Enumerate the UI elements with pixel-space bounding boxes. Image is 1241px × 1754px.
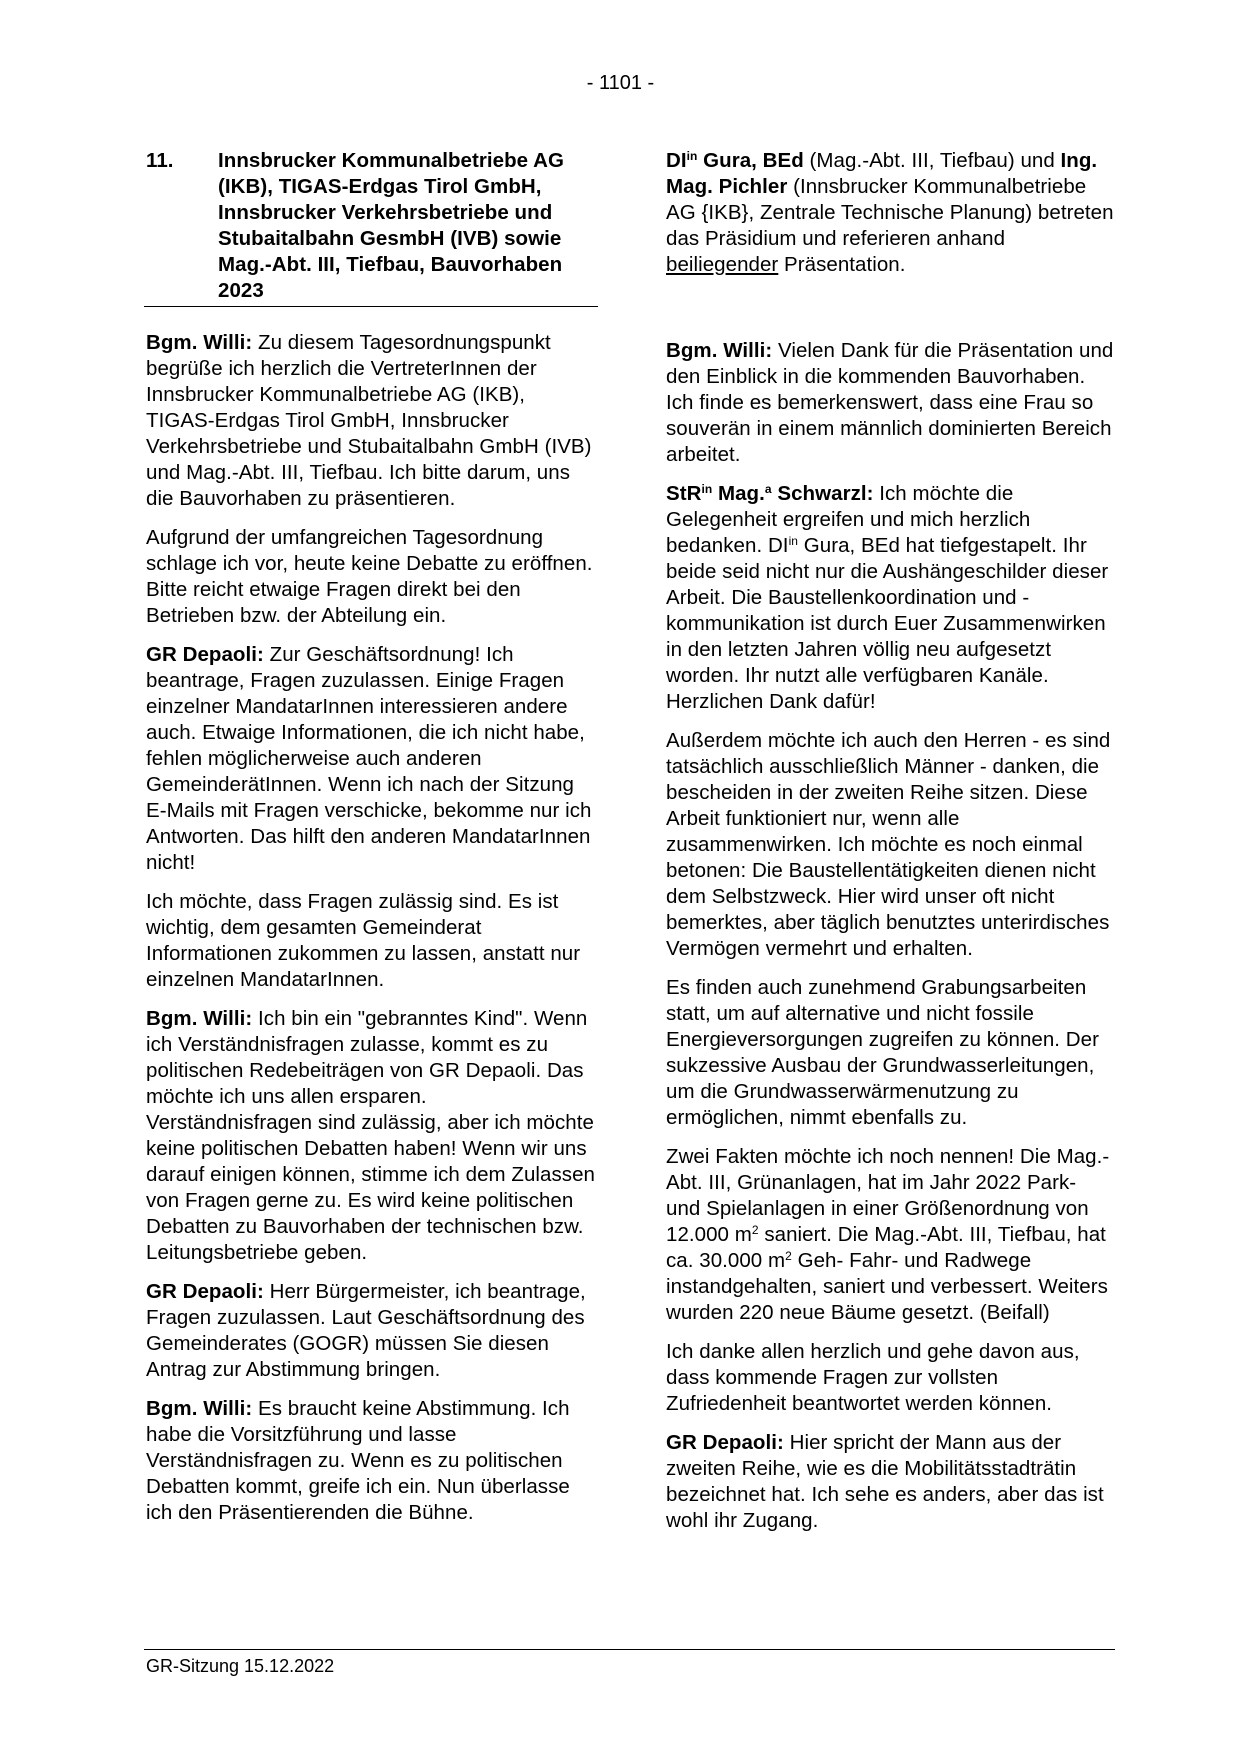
presentation-link[interactable]: beiliegender xyxy=(666,253,779,276)
right-column xyxy=(666,148,1116,1547)
agenda-item-title: Innsbrucker Kommunalbetriebe AG (IKB), TIGAS-Erdgas Tirol GmbH, Innsbrucker Verkehrsbetriebe und Stubaitalbahn GesmbH (IVB) sowie Mag.-Abt. III, Tiefbau, Bauvorhaben 2023 xyxy=(218,149,564,302)
speaker-name: Bgm. Willi: xyxy=(146,331,253,354)
speech-paragraph: Ich möchte, dass Fragen zulässig sind. Es ist wichtig, dem gesamten Gemeinderat Informationen zukommen zu lassen, anstatt nur einzelnen MandatarInnen. xyxy=(146,890,581,991)
speaker-name: Bgm. Willi: xyxy=(146,1397,253,1420)
intro-paragraph: $DI^{in}$ Gura, BEd (Mag.-Abt. III, Tiefbau) und Ing. Mag. Pichler (Innsbrucker Kommunalbetriebe AG {IKB}, Zentrale Technische Planung) betreten das Präsidium und referieren anhand beiliegender Präsentation. xyxy=(666,149,1114,276)
page-number: - 1101 - xyxy=(586,72,655,94)
heading-divider xyxy=(144,306,598,307)
speaker-name: GR Depaoli: xyxy=(146,1280,264,1303)
speech-paragraph: Bgm. Willi: Ich bin ein "gebranntes Kind". Wenn ich Verständnisfragen zulasse, kommt es zu politischen Redebeiträgen von GR Depaoli. Das möchte ich uns allen ersparen. Verständnisfragen sind zulässig, aber ich möchte keine politischen Debatten haben! Wenn wir uns darauf einigen können, stimme ich dem Zulassen von Fragen gerne zu. Es wird keine politischen Debatten zu Bauvorhaben der technischen bzw. Leitungsbetriebe geben. xyxy=(146,1007,595,1264)
footer-divider xyxy=(144,1649,1115,1650)
speaker-name: StR$^{in}$ Mag.$^a$ Schwarzl: xyxy=(666,482,874,505)
footer-session-date: GR-Sitzung 15.12.2022 xyxy=(146,1656,335,1676)
speech-paragraph: GR Depaoli: Herr Bürgermeister, ich beantrage, Fragen zuzulassen. Laut Geschäftsordnung des Gemeinderates (GOGR) müssen Sie diesen Antrag zur Abstimmung bringen. xyxy=(146,1280,586,1381)
speech-paragraph: GR Depaoli: Zur Geschäftsordnung! Ich beantrage, Fragen zuzulassen. Einige Fragen einzelner MandatarInnen interessieren andere auch. Etwaige Informationen, die ich nicht habe, fehlen möglicherweise auch anderen GemeinderätInnen. Wenn ich nach der Sitzung E-Mails mit Fragen verschicke, bekomme nur ich Antworten. Das hilft den anderen MandatarInnen nicht! xyxy=(146,643,592,874)
speaker-name: GR Depaoli: xyxy=(146,643,264,666)
speaker-name: Bgm. Willi: xyxy=(146,1007,253,1030)
speech-paragraph: Ich danke allen herzlich und gehe davon aus, dass kommende Fragen zur vollsten Zufriedenheit beantwortet werden können. xyxy=(666,1340,1080,1415)
speech-paragraph: Aufgrund der umfangreichen Tagesordnung schlage ich vor, heute keine Debatte zu eröffnen. Bitte reicht etwaige Fragen direkt bei den Betrieben bzw. der Abteilung ein. xyxy=(146,526,593,627)
presenter-name: $DI^{in}$ Gura, BEd xyxy=(666,149,804,172)
agenda-item-heading xyxy=(146,148,596,308)
speech-paragraph: Außerdem möchte ich auch den Herren - es sind tatsächlich ausschließlich Männer - danken, die bescheiden in der zweiten Reihe sitzen. Diese Arbeit funktioniert nur, wenn alle zusammenwirken. Ich möchte es noch einmal betonen: Die Baustellentätigkeiten dienen nicht dem Selbstzweck. Hier wird unser oft nicht bemerktes, aber täglich benutztes unterirdisches Vermögen vermehrt und erhalten. xyxy=(666,729,1111,960)
speech-paragraph: Bgm. Willi: Es braucht keine Abstimmung. Ich habe die Vorsitzführung und lasse Verständnisfragen zu. Wenn es zu politischen Debatten kommt, greife ich ein. Nun überlasse ich den Präsentierenden die Bühne. xyxy=(146,1397,570,1524)
speech-paragraph: Zwei Fakten möchte ich noch nennen! Die Mag.-Abt. III, Grünanlagen, hat im Jahr 2022 Park- und Spielanlagen in einer Größenordnung von 12.000 $m^2$ saniert. Die Mag.-Abt. III, Tiefbau, hat ca. 30.000 $m^2$ Geh- Fahr- und Radwege instandgehalten, saniert und verbessert. Weiters wurden 220 neue Bäume gesetzt. (Beifall) xyxy=(666,1145,1110,1324)
speech-paragraph: StR$^{in}$ Mag.$^a$ Schwarzl: Ich möchte die Gelegenheit ergreifen und mich herzlich bedanken. $DI^{in}$ Gura, BEd hat tiefgestapelt. Ihr beide seid nicht nur die Aushängeschilder dieser Arbeit. Die Baustellenkoordination und -kommunikation ist durch Euer Zusammenwirken in den letzten Jahren völlig neu aufgesetzt worden. Ihr nutzt alle verfügbaren Kanäle. Herzlichen Dank dafür! xyxy=(666,482,1109,713)
agenda-item-number: 11. xyxy=(146,149,174,172)
speech-paragraph: Bgm. Willi: Vielen Dank für die Präsentation und den Einblick in die kommenden Bauvorhaben. Ich finde es bemerkenswert, dass eine Frau so souverän in einem männlich dominierten Bereich arbeitet. xyxy=(666,339,1114,466)
speech-paragraph: GR Depaoli: Hier spricht der Mann aus der zweiten Reihe, wie es die Mobilitätsstadträtin bezeichnet hat. Ich sehe es anders, aber das ist wohl ihr Zugang. xyxy=(666,1431,1104,1532)
speech-paragraph: Es finden auch zunehmend Grabungsarbeiten statt, um auf alternative und nicht fossile Energieversorgungen zugreifen zu können. Der sukzessive Ausbau der Grundwasserleitungen, um die Grundwasserwärmenutzung zu ermöglichen, nimmt ebenfalls zu. xyxy=(666,976,1099,1129)
speaker-name: GR Depaoli: xyxy=(666,1431,784,1454)
presenter-name: Ing. Mag. Pichler xyxy=(666,149,1098,198)
speech-paragraph: Bgm. Willi: Zu diesem Tagesordnungspunkt begrüße ich herzlich die VertreterInnen der Innsbrucker Kommunalbetriebe AG (IKB), TIGAS-Erdgas Tirol GmbH, Innsbrucker Verkehrsbetriebe und Stubaitalbahn GmbH (IVB) und Mag.-Abt. III, Tiefbau. Ich bitte darum, uns die Bauvorhaben zu präsentieren. xyxy=(146,331,592,510)
speaker-name: Bgm. Willi: xyxy=(666,339,773,362)
left-column xyxy=(146,148,596,1539)
